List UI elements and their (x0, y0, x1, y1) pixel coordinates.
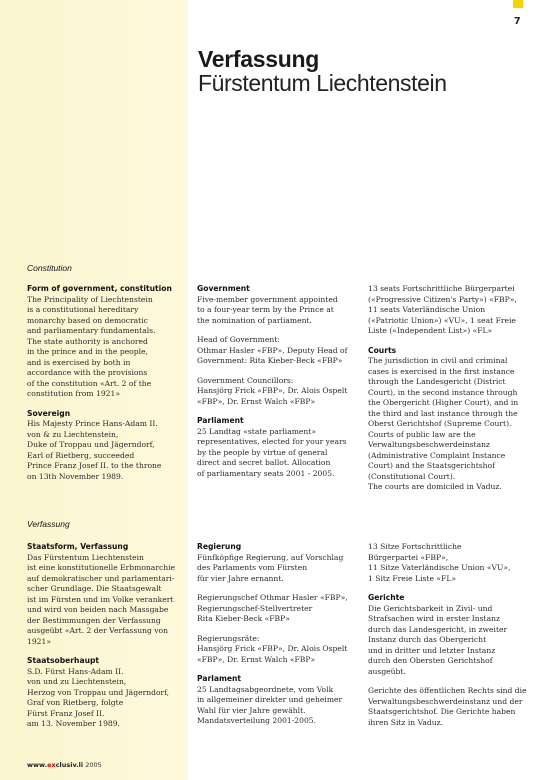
page-subtitle: Fürstentum Liechtenstein (198, 70, 447, 96)
paragraph-heading: Parlament (197, 674, 242, 683)
paragraph-text: 25 Landtag «state parliament» representatives, elected for your years by the people by virtue of general direct and secret ballot. Allocation of parliamentary seats 2001 - 2005. (197, 426, 347, 478)
paragraph-text: His Majesty Prince Hans-Adam II. von & zu Liechtenstein, Duke of Troppau und Jägerndorf, Earl of Rietberg, succeeded Prince Franz Josef II. to the throne on 13th November 1989. (27, 419, 162, 481)
paragraph (197, 376, 359, 408)
paragraph-text: Fünfköpfige Regierung, auf Vorschlag des Parlaments vom Fürsten für vier Jahre ernannt. (197, 552, 344, 583)
paragraph (368, 346, 533, 493)
paragraph-heading: Regierung (197, 542, 242, 551)
paragraph-text: The jurisdiction in civil and criminal cases is exercised in the first instance through the Landesgericht (District Court), in the second instance through the Obergericht (Higher Court), and in the third and last instance through the Oberst Gerichtshof (Supreme Court). Courts of public law are the Verwaltungsbeschwerdeinstanz (Administrative Complaint Instance Court) and the Staatsgerichtshof (Constitutional Court). The courts are domiciled in Vaduz. (368, 356, 519, 491)
english-column-3 (368, 284, 533, 502)
paragraph (197, 593, 359, 625)
paragraph (368, 542, 533, 584)
paragraph-text: S.D. Fürst Hans-Adam II. von und zu Liechtenstein, Herzog von Troppau und Jägerndorf, Graf von Rietberg, folgte Fürst Franz Josef II. am 13. November 1989. (27, 666, 170, 728)
footer-year: 2005 (85, 761, 102, 769)
paragraph (27, 409, 187, 483)
paragraph (27, 284, 187, 400)
paragraph-text: The Principality of Liechtenstein is a constitutional hereditary monarchy based on democratic and parliamentary fundamentals. The state authority is anchored in the prince and in the people, and is exercised by both in accordance with the provisions of the constitution «Art. 2 of the constitution from 1921» (27, 294, 156, 398)
paragraph (368, 593, 533, 677)
footer (27, 761, 102, 769)
paragraph (197, 335, 359, 367)
paragraph-heading: Gerichte (368, 593, 405, 602)
paragraph-text: Government Councillors: Hansjörg Frick «FBP», Dr. Alois Ospelt «FBP», Dr. Ernst Walch «FBP» (197, 375, 348, 406)
paragraph-text: Das Fürstentum Liechtenstein ist eine konstitutionelle Erbmonarchie auf demokratischer und parlamentari- scher Grundlage. Die Staatsgewalt ist im Fürsten und im Volke verankert und wird von beiden nach Massgabe der Bestimmungen der Verfassung ausgeübt «Art. 2 der Verfassung von 1921» (27, 552, 176, 646)
paragraph-text: Gerichte des öffentlichen Rechts sind die Verwaltungsbeschwerdeinstanz und der Staatsgerichtshof. Die Gerichte haben ihren Sitz in Vaduz. (368, 686, 527, 727)
paragraph (197, 416, 359, 479)
paragraph-text: Regierungsräte: Hansjörg Frick «FBP», Dr. Alois Ospelt «FBP», Dr. Ernst Walch «FBP» (197, 633, 348, 664)
paragraph (197, 634, 359, 666)
german-column-1 (27, 542, 187, 739)
paragraph (197, 542, 359, 584)
english-column-2 (197, 284, 359, 488)
paragraph (27, 656, 187, 730)
german-column-2 (197, 542, 359, 736)
paragraph-text: Five-member government appointed to a four-year term by the Prince at the nomination of parliament. (197, 294, 338, 325)
paragraph (368, 284, 533, 337)
german-column-3 (368, 542, 533, 737)
paragraph-heading: Form of government, constitution (27, 284, 172, 293)
paragraph (27, 542, 187, 647)
paragraph-heading: Courts (368, 345, 397, 355)
paragraph-text: 25 Landtagsabgeordnete, vom Volk in allgemeiner direkter und geheimer Wahl für vier Jahre gewählt. Mandatsverteilung 2001-2005. (197, 684, 343, 725)
paragraph-heading: Staatsoberhaupt (27, 656, 100, 665)
paragraph (368, 686, 533, 728)
page-tab-marker (513, 0, 523, 8)
paragraph-text: Head of Government: Othmar Hasler «FBP», Deputy Head of Government: Rita Kieber-Beck «FBP» (197, 335, 348, 365)
section-heading-english: Constitution (27, 263, 72, 273)
paragraph-heading: Staatsform, Verfassung (27, 542, 129, 551)
paragraph-heading: Government (197, 284, 250, 293)
paragraph-text: Regierungschef Othmar Hasler «FBP», Regierungschef-Stellvertreter Rita Kieber-Beck «FBP» (197, 593, 348, 623)
page-number: 7 (514, 16, 521, 27)
paragraph-text: 13 seats Fortschrittliche Bürgerpartei («Progressive Citizen's Party») «FBP», 11 seats Vaterländische Union («Patriotic Union») «VU», 1 seat Freie Liste («Independent List») «FL» (368, 284, 517, 335)
paragraph-text: Die Gerichtsbarkeit in Zivil- und Strafsachen wird in erster Instanz durch das Landesgericht, in zweiter Instanz durch das Obergericht und in dritter und letzter Instanz durch den Obersten Gerichtshof ausgeübt. (368, 603, 508, 676)
paragraph-text: 13 Sitze Fortschrittliche Bürgerpartei «FBP», 11 Sitze Vaterländische Union «VU», 1 Sitz Freie Liste «FL» (368, 542, 511, 583)
footer-brand[interactable]: www.exclusiv.li (27, 761, 84, 769)
page-title: Verfassung (198, 46, 319, 72)
english-column-1 (27, 284, 187, 491)
paragraph (197, 674, 359, 727)
section-heading-german: Verfassung (27, 519, 70, 529)
paragraph (197, 284, 359, 326)
paragraph-heading: Parliament (197, 416, 244, 425)
paragraph-heading: Sovereign (27, 408, 71, 418)
